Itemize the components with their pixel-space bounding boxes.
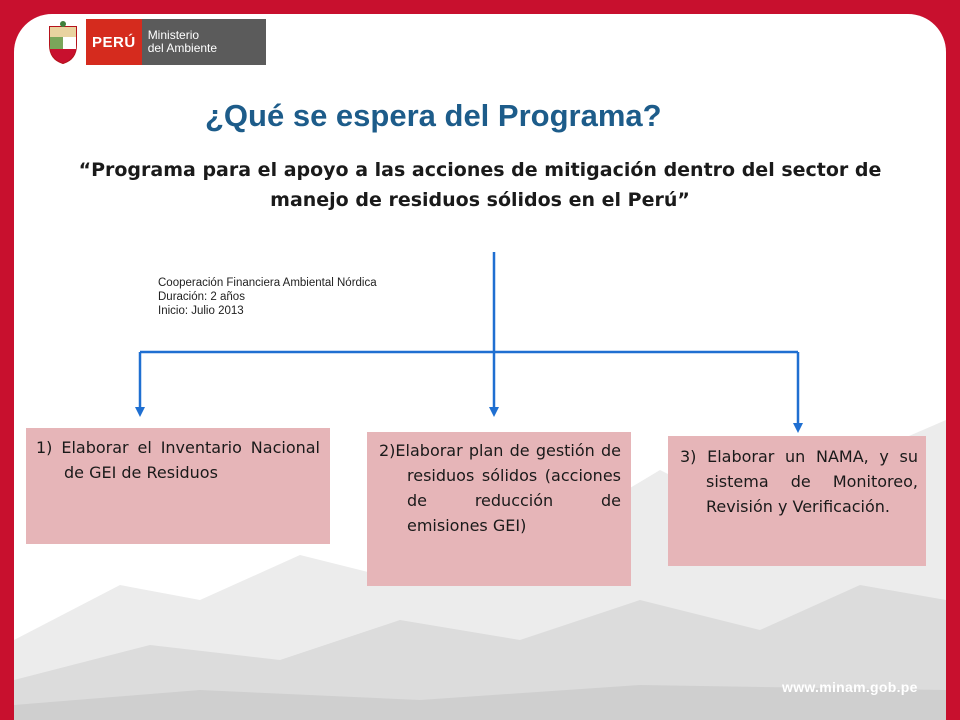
outcome-box-3: 3) Elaborar un NAMA, y su sistema de Monitoreo, Revisión y Verificación. <box>668 436 926 566</box>
program-info-duration: Duración: 2 años <box>158 291 245 303</box>
program-info-start: Inicio: Julio 2013 <box>158 305 244 317</box>
outcome-box-2: 2)Elaborar plan de gestión de residuos sólidos (acciones de reducción de emisiones GEI) <box>367 432 631 586</box>
program-name: “Programa para el apoyo a las acciones de mitigación dentro del sector de manejo de residuos sólidos en el Perú” <box>78 159 882 211</box>
ministry-line-1: Ministerio <box>147 28 200 42</box>
program-info-funder: Cooperación Financiera Ambiental Nórdica <box>158 277 377 289</box>
outcome-box-1: 1) Elaborar el Inventario Nacional de GEI de Residuos <box>26 428 330 544</box>
website-url[interactable]: www.minam.gob.pe <box>782 679 918 695</box>
slide-title: ¿Qué se espera del Programa? <box>205 98 662 133</box>
ministry-line-2: del Ambiente <box>147 41 218 55</box>
peru-label: PERÚ <box>86 19 142 65</box>
